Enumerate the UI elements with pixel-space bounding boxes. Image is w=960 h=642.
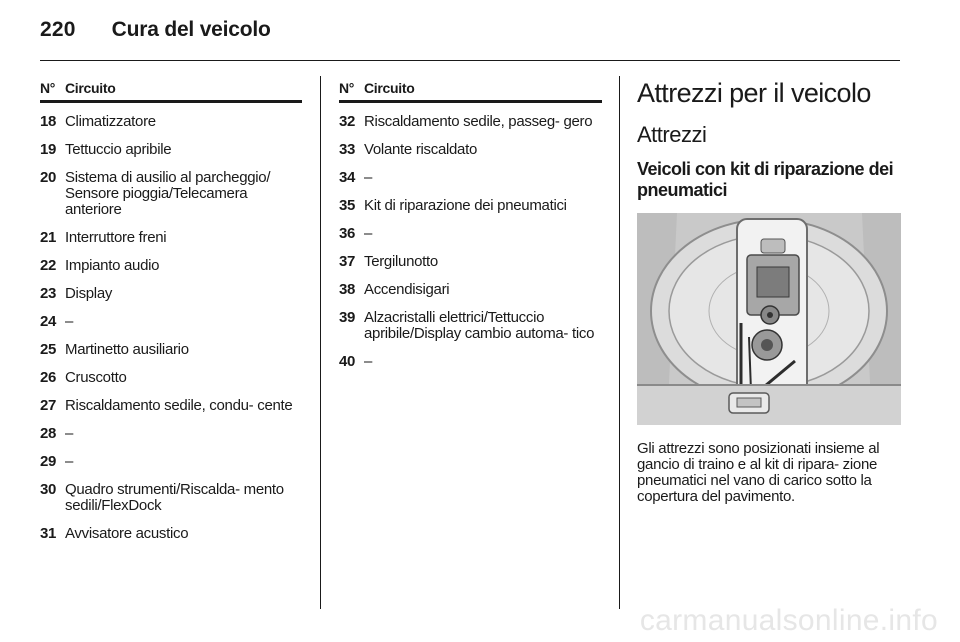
table-row xyxy=(40,398,302,414)
table-row xyxy=(339,114,602,130)
table-row xyxy=(40,170,302,218)
circuit-label: Tergilunotto xyxy=(364,253,438,270)
circuit-label: Interruttore freni xyxy=(65,229,167,246)
header-circuit: Circuito xyxy=(364,80,415,96)
page-title: Cura del veicolo xyxy=(111,18,271,41)
circuit-number: 34 xyxy=(339,169,356,186)
table-row xyxy=(40,526,302,542)
circuit-number: 36 xyxy=(339,225,356,242)
table-row xyxy=(339,142,602,158)
circuit-number: 19 xyxy=(40,141,57,158)
circuit-number: 29 xyxy=(40,453,57,470)
table-row xyxy=(339,254,602,270)
table-row xyxy=(40,258,302,274)
column-divider-2 xyxy=(619,76,620,609)
circuit-number: 31 xyxy=(40,525,57,542)
circuit-label: – xyxy=(65,313,74,330)
circuit-number: 24 xyxy=(40,313,57,330)
circuit-label: – xyxy=(65,453,74,470)
circuit-number: 26 xyxy=(40,369,57,386)
circuit-label: Impianto audio xyxy=(65,257,160,274)
circuit-number: 38 xyxy=(339,281,356,298)
section-paragraph: Gli attrezzi sono posizionati insieme al gancio di traino e al kit di ripara- zione pneumatici nel vano di carico sotto la copertura del pavimento. xyxy=(637,440,880,505)
header-num: N° xyxy=(40,80,56,96)
fuse-table-column-1 xyxy=(40,76,302,542)
circuit-label: – xyxy=(364,225,373,242)
circuit-number: 28 xyxy=(40,425,57,442)
circuit-number: 30 xyxy=(40,481,57,498)
circuit-label: Quadro strumenti/Riscalda- mento sedili/FlexDock xyxy=(65,481,284,514)
circuit-label: Avvisatore acustico xyxy=(65,525,189,542)
circuit-label: Display xyxy=(65,285,113,302)
table-row xyxy=(40,314,302,330)
circuit-number: 22 xyxy=(40,257,57,274)
table-row xyxy=(40,342,302,358)
header-circuit: Circuito xyxy=(65,80,116,96)
section-subsubtitle: Veicoli con kit di riparazione dei pneumatici xyxy=(637,159,894,200)
table-row xyxy=(40,142,302,158)
circuit-number: 32 xyxy=(339,113,356,130)
circuit-number: 25 xyxy=(40,341,57,358)
table-row xyxy=(40,454,302,470)
circuit-label: Volante riscaldato xyxy=(364,141,478,158)
circuit-label: Climatizzatore xyxy=(65,113,156,130)
header-rule xyxy=(40,60,900,61)
table-row xyxy=(40,114,302,130)
table-row xyxy=(40,230,302,246)
table-row xyxy=(40,370,302,386)
circuit-label: Alzacristalli elettrici/Tettuccio apribile/Display cambio automa- tico xyxy=(364,309,595,342)
circuit-number: 33 xyxy=(339,141,356,158)
circuit-label: – xyxy=(364,169,373,186)
fuse-table-column-2 xyxy=(339,76,602,370)
table-row xyxy=(339,170,602,186)
section-title: Attrezzi per il veicolo xyxy=(637,78,871,108)
table-row xyxy=(339,226,602,242)
circuit-label: Kit di riparazione dei pneumatici xyxy=(364,197,567,214)
table-row xyxy=(339,310,602,342)
page-header xyxy=(40,18,271,48)
circuit-number: 37 xyxy=(339,253,356,270)
circuit-number: 40 xyxy=(339,353,356,370)
watermark: carmanualsonline.info xyxy=(639,604,938,637)
table-row xyxy=(339,354,602,370)
circuit-label: Riscaldamento sedile, passeg- gero xyxy=(364,113,593,130)
circuit-number: 18 xyxy=(40,113,57,130)
circuit-label: Riscaldamento sedile, condu- cente xyxy=(65,397,293,414)
table-row xyxy=(40,482,302,514)
circuit-number: 39 xyxy=(339,309,356,326)
circuit-label: Sistema di ausilio al parcheggio/ Sensore pioggia/Telecamera anteriore xyxy=(65,169,271,218)
circuit-label: Tettuccio apribile xyxy=(65,141,172,158)
rows-column-2 xyxy=(339,114,602,370)
circuit-number: 20 xyxy=(40,169,57,186)
table-row xyxy=(40,286,302,302)
circuit-label: Martinetto ausiliario xyxy=(65,341,189,358)
table-header xyxy=(339,76,602,103)
table-row xyxy=(339,282,602,298)
section-column xyxy=(637,76,901,505)
table-header xyxy=(40,76,302,103)
circuit-label: Cruscotto xyxy=(65,369,127,386)
circuit-number: 23 xyxy=(40,285,57,302)
circuit-label: – xyxy=(364,353,373,370)
circuit-number: 35 xyxy=(339,197,356,214)
circuit-label: – xyxy=(65,425,74,442)
section-subtitle: Attrezzi xyxy=(637,122,707,147)
column-divider-1 xyxy=(320,76,321,609)
header-num: N° xyxy=(339,80,355,96)
circuit-label: Accendisigari xyxy=(364,281,450,298)
table-row xyxy=(40,426,302,442)
rows-column-1 xyxy=(40,114,302,542)
trunk-tools-illustration xyxy=(637,213,901,425)
page-number: 220 xyxy=(40,18,76,41)
circuit-number: 21 xyxy=(40,229,57,246)
table-row xyxy=(339,198,602,214)
circuit-number: 27 xyxy=(40,397,57,414)
